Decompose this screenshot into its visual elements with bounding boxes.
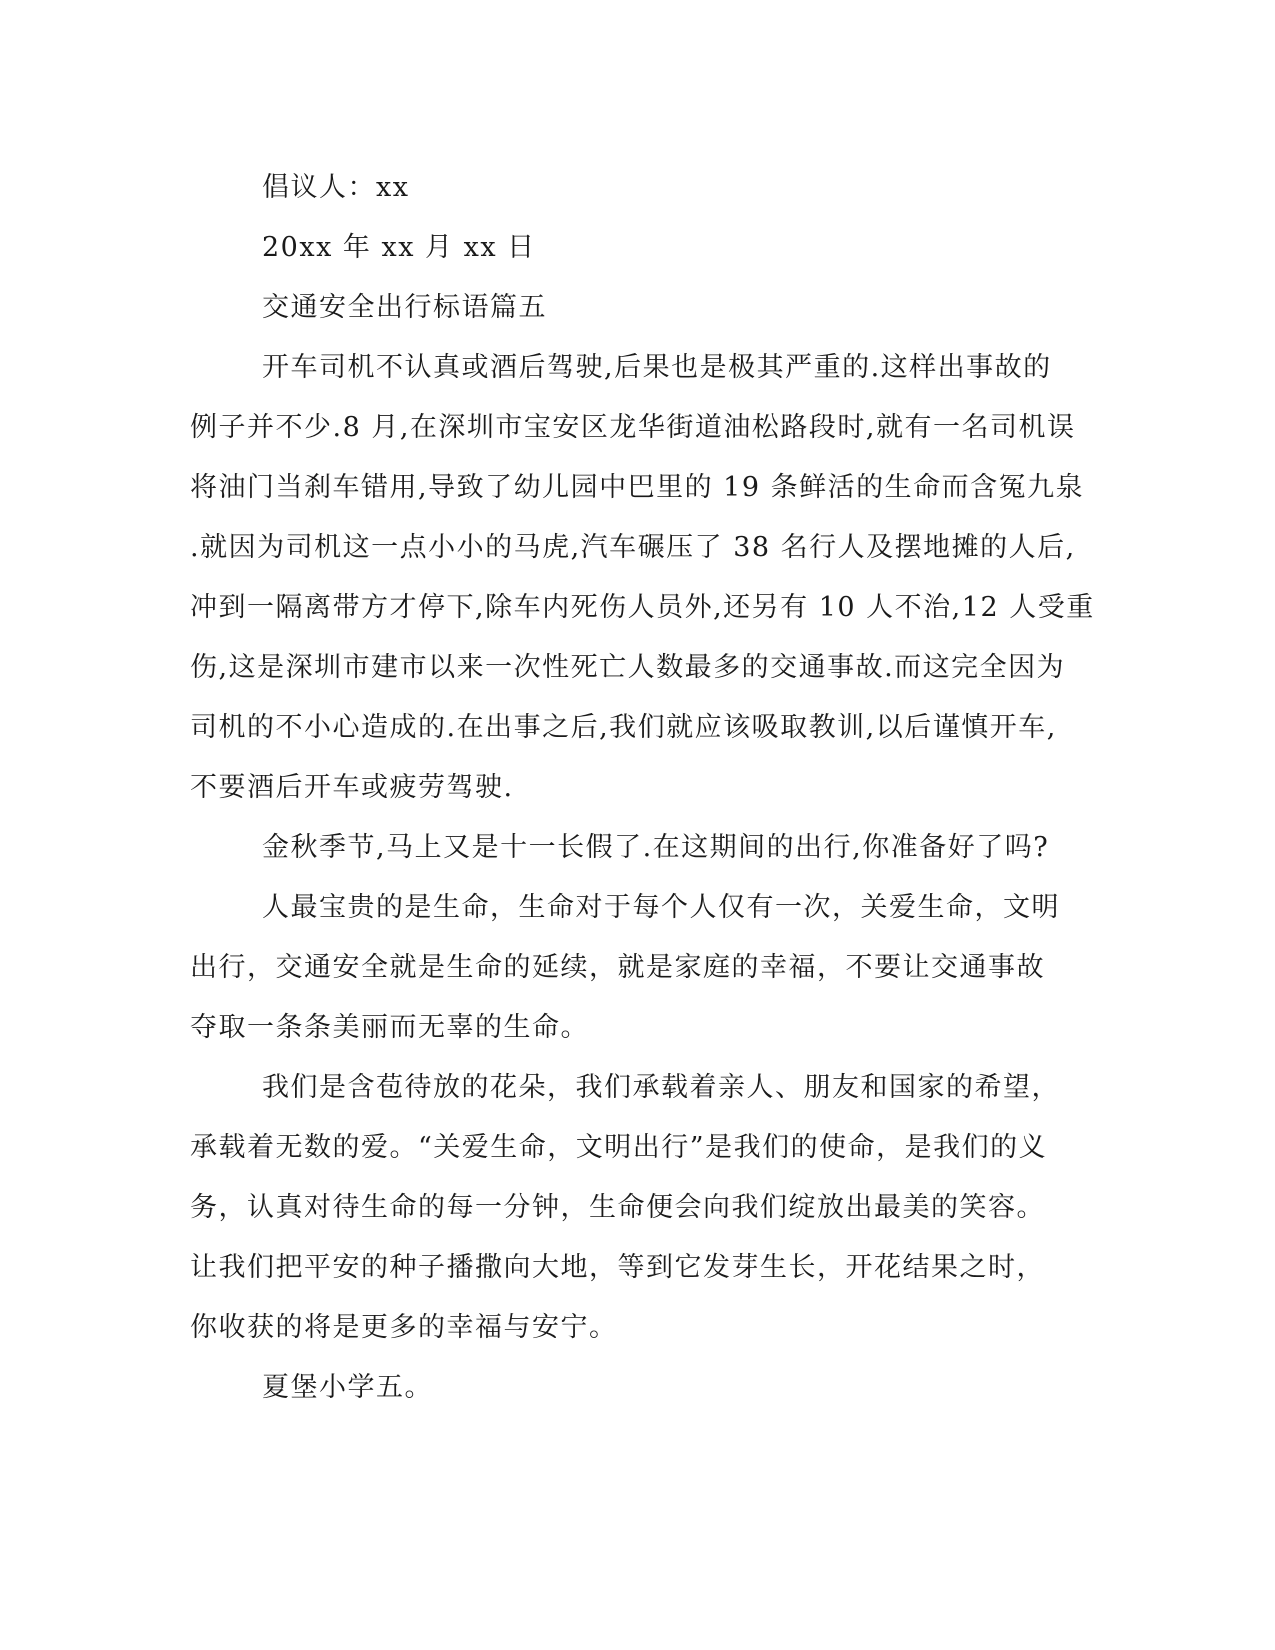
paragraph-line: 务，认真对待生命的每一分钟，生命便会向我们绽放出最美的笑容。 xyxy=(190,1192,1045,1223)
closing-line: 夏堡小学五。 xyxy=(262,1372,433,1403)
paragraph-accident xyxy=(190,338,1095,818)
paragraph-line: 冲到一隔离带方才停下,除车内死伤人员外,还另有 10 人不治,12 人受重 xyxy=(190,592,1095,623)
paragraph-line: 不要酒后开车或疲劳驾驶. xyxy=(190,772,514,803)
paragraph-flowers xyxy=(190,1058,1085,1358)
paragraph-line: 司机的不小心造成的.在出事之后,我们就应该吸取教训,以后谨慎开车, xyxy=(190,712,1057,743)
paragraph-line: 开车司机不认真或酒后驾驶,后果也是极其严重的.这样出事故的 xyxy=(262,352,1052,383)
paragraph-line: 让我们把平安的种子播撒向大地，等到它发芽生长，开花结果之时， xyxy=(190,1252,1045,1283)
paragraph-line: 伤,这是深圳市建市以来一次性死亡人数最多的交通事故.而这完全因为 xyxy=(190,652,1066,683)
paragraph-line: 承载着无数的爱。“关爱生命，文明出行”是我们的使命，是我们的义 xyxy=(190,1132,1048,1163)
date-line: 20xx 年 xx 月 xx 日 xyxy=(262,232,536,263)
paragraph-line: 例子并不少.8 月,在深圳市宝安区龙华街道油松路段时,就有一名司机误 xyxy=(190,412,1076,443)
paragraph-line: 我们是含苞待放的花朵，我们承载着亲人、朋友和国家的希望， xyxy=(262,1072,1060,1103)
section-heading: 交通安全出行标语篇五 xyxy=(262,292,547,323)
document-body xyxy=(190,158,1095,1418)
paragraph-holiday xyxy=(190,818,1085,878)
paragraph-line: 将油门当刹车错用,导致了幼儿园中巴里的 19 条鲜活的生命而含冤九泉 xyxy=(190,472,1085,503)
paragraph-line: 夺取一条条美丽而无辜的生命。 xyxy=(190,1012,589,1043)
paragraph-line: .就因为司机这一点小小的马虎,汽车碾压了 38 名行人及摆地摊的人后, xyxy=(190,532,1076,563)
paragraph-line: 出行，交通安全就是生命的延续，就是家庭的幸福，不要让交通事故 xyxy=(190,952,1045,983)
initiator-line: 倡议人：xx xyxy=(262,172,410,203)
paragraph-line: 金秋季节,马上又是十一长假了.在这期间的出行,你准备好了吗? xyxy=(262,832,1050,863)
paragraph-line: 你收获的将是更多的幸福与安宁。 xyxy=(190,1312,618,1343)
paragraph-life xyxy=(190,878,1085,1058)
paragraph-line: 人最宝贵的是生命，生命对于每个人仅有一次，关爱生命，文明 xyxy=(262,892,1060,923)
